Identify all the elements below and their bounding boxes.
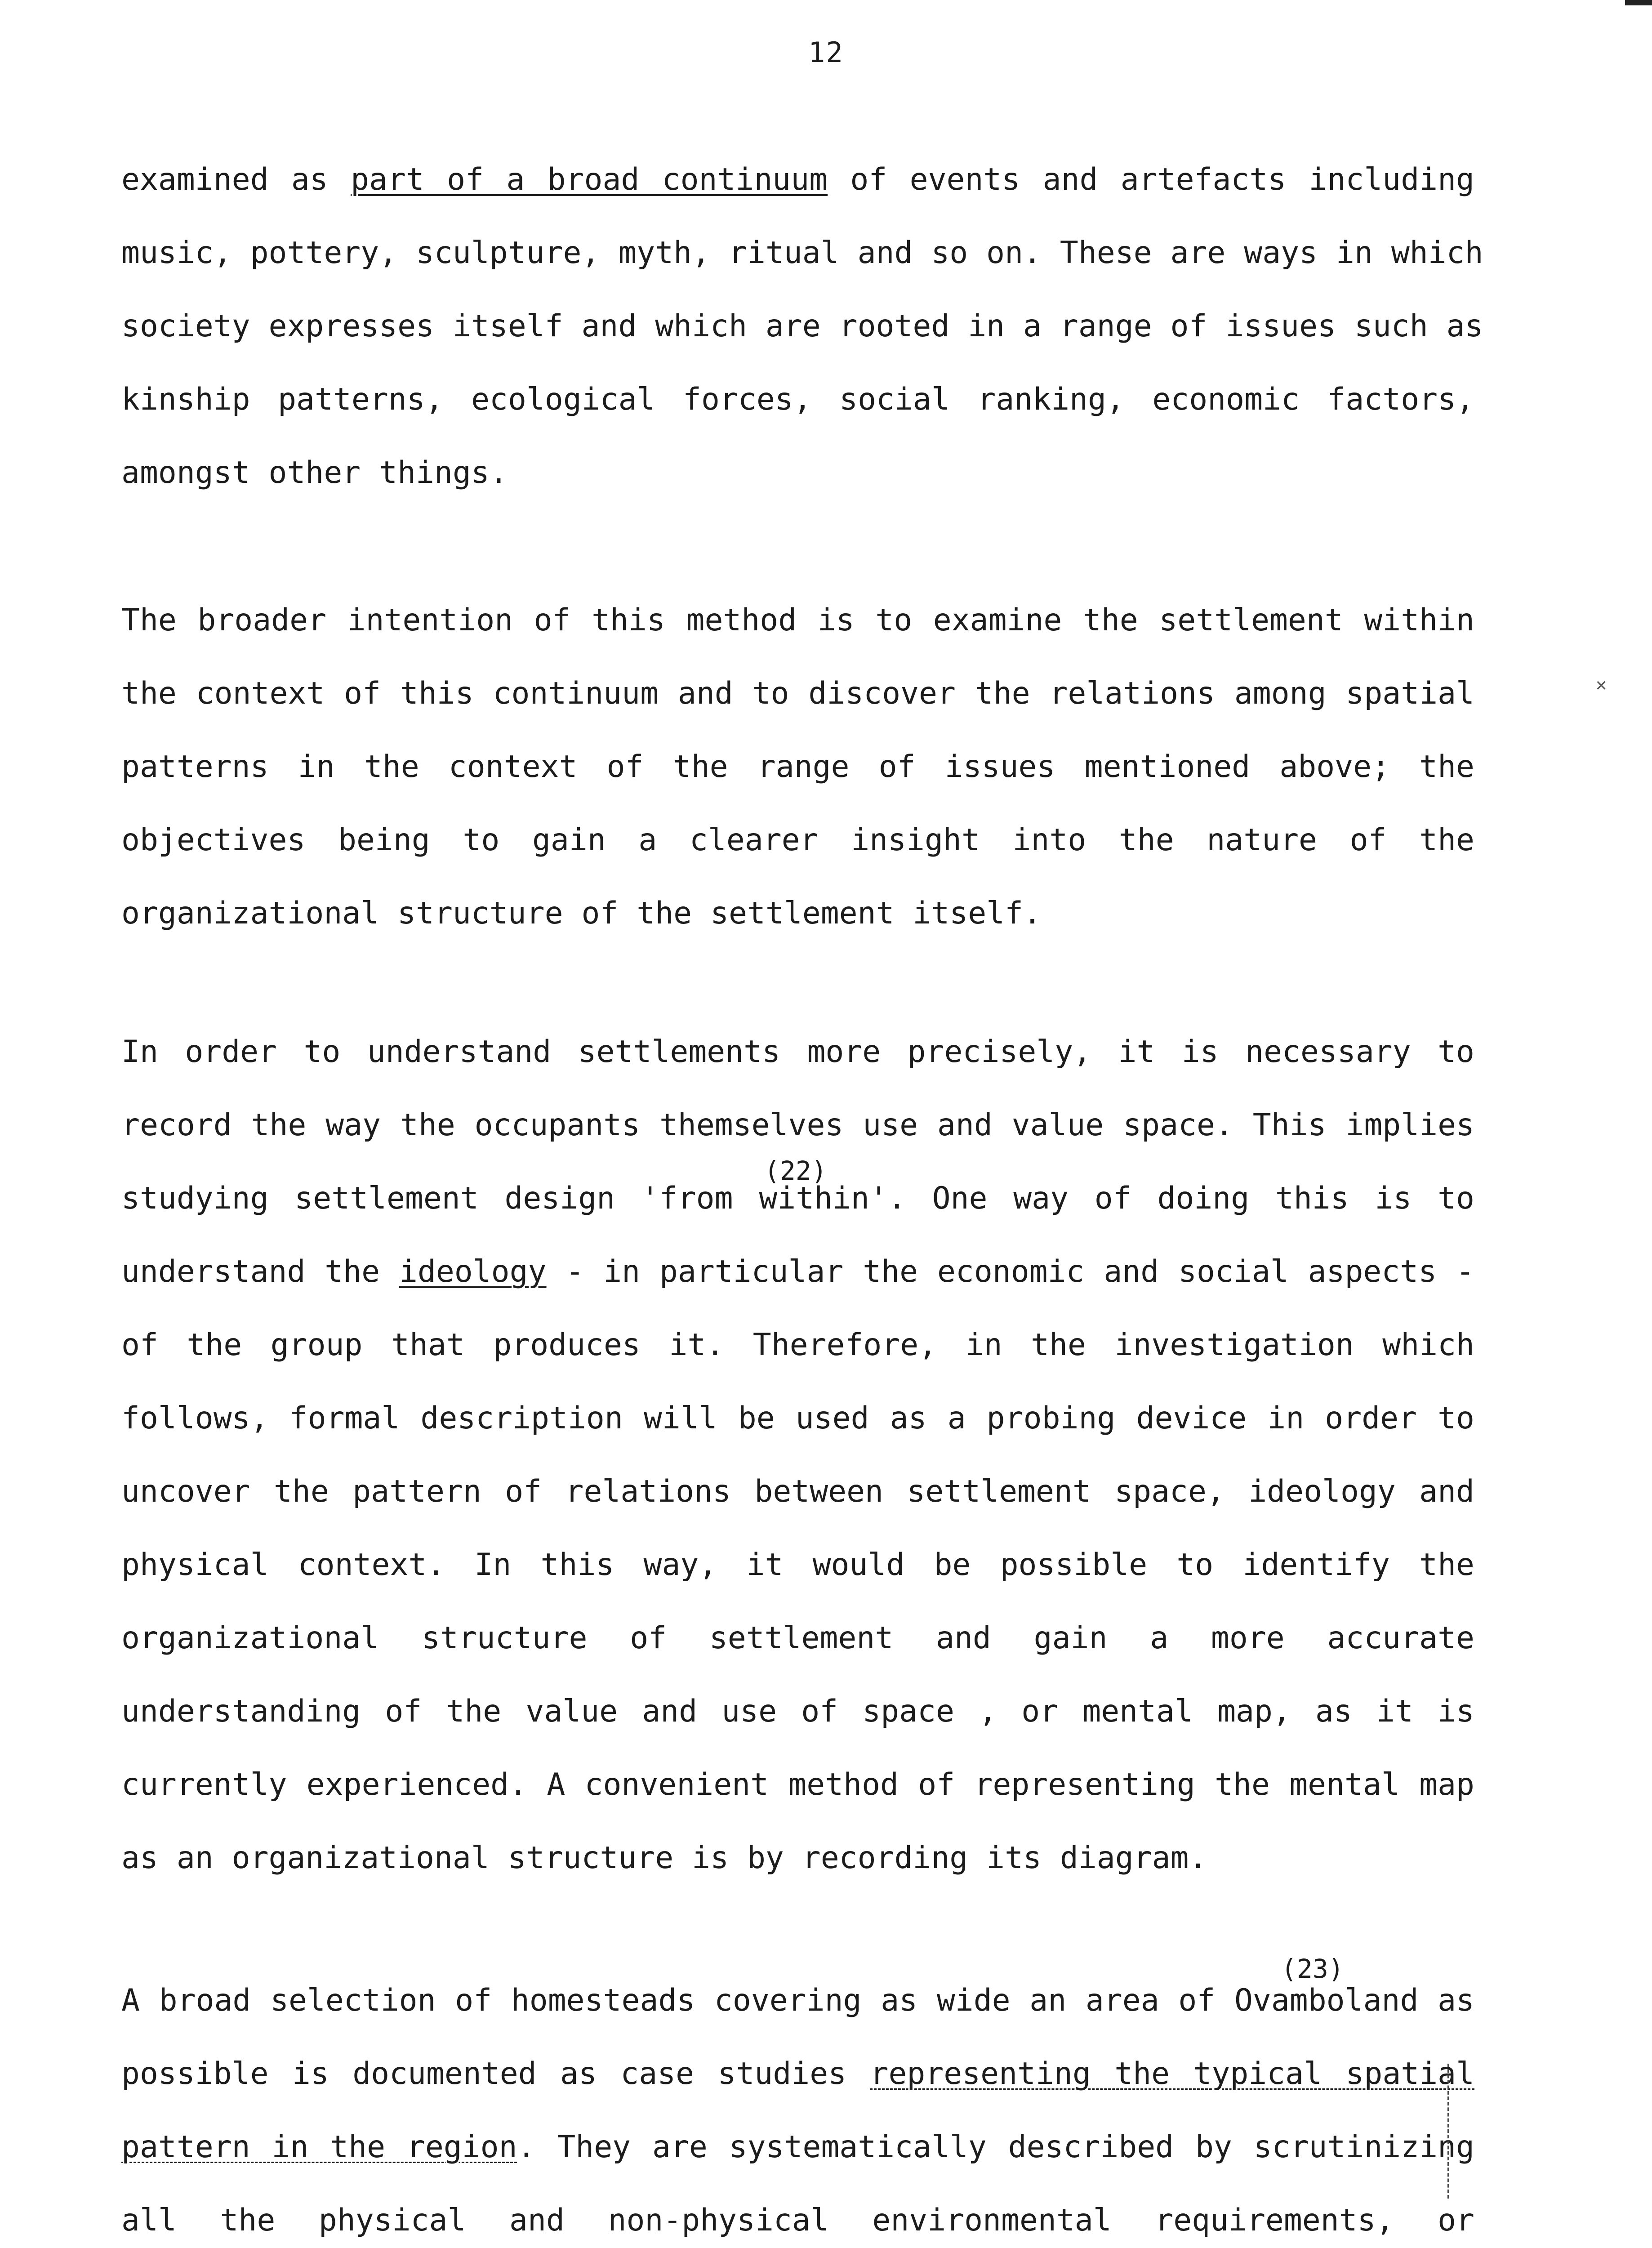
text-segment: music, pottery, sculpture, myth, ritual and so on. These are ways in which [121, 235, 1483, 271]
text-line [121, 598, 1474, 671]
text-segment: ideology [399, 1254, 547, 1289]
text-segment: organizational structure of the settlement itself. [121, 896, 1042, 931]
text-segment: . They are systematically described by scrutinizing [517, 2129, 1474, 2165]
text-line [121, 304, 1483, 377]
reference-22: (22) [764, 1155, 827, 1186]
text-line [121, 1323, 1474, 1396]
text-segment: of events and artefacts including [828, 162, 1474, 197]
text-line [121, 2198, 1474, 2248]
text-segment: pattern in the region [121, 2129, 517, 2165]
text-segment: The broader intention of this method is to examine the settlement within [121, 602, 1474, 638]
text-line [121, 157, 1474, 231]
text-line [121, 231, 1483, 304]
text-line [121, 2125, 1474, 2198]
text-segment: representing the typical spatial [870, 2056, 1475, 2092]
margin-bracket [1447, 2064, 1449, 2199]
text-line [121, 1030, 1474, 1103]
text-segment: physical context. In this way, it would be possible to identify the [121, 1547, 1474, 1583]
text-line [121, 1689, 1474, 1762]
text-segment: patterns in the context of the range of issues mentioned above; the [121, 749, 1474, 785]
text-line [121, 1616, 1474, 1689]
text-line [121, 2052, 1474, 2125]
text-segment: the context of this continuum and to discover the relations among spatial [121, 676, 1474, 711]
text-segment: society expresses itself and which are rooted in a range of issues such as [121, 308, 1483, 344]
text-segment: studying settlement design 'from within'. One way of doing this is to [121, 1181, 1474, 1216]
text-line [121, 1176, 1474, 1249]
text-segment: organizational structure of settlement and gain a more accurate [121, 1620, 1474, 1656]
text-line [121, 745, 1474, 818]
text-segment: kinship patterns, ecological forces, social ranking, economic factors, [121, 382, 1474, 417]
text-line [121, 450, 1474, 524]
text-segment: of the group that produces it. Therefore, in the investigation which [121, 1327, 1474, 1363]
text-line [121, 1543, 1474, 1616]
paragraph-1 [121, 157, 1483, 524]
text-line [121, 1396, 1474, 1469]
text-segment: as an organizational structure is by recording its diagram. [121, 1840, 1207, 1876]
text-segment: - in particular the economic and social aspects - [546, 1254, 1474, 1289]
text-segment: possible is documented as case studies [121, 2056, 870, 2092]
text-line [121, 1978, 1474, 2052]
page-number: 12 [808, 36, 844, 69]
text-segment: A broad selection of homesteads covering as wide an area of Ovamboland as [121, 1983, 1474, 2018]
text-segment: understand the [121, 1254, 399, 1289]
paragraph-2 [121, 598, 1474, 964]
text-line [121, 671, 1474, 745]
text-segment: currently experienced. A convenient method of representing the mental map [121, 1767, 1474, 1802]
text-line [121, 1762, 1474, 1836]
text-line [121, 1469, 1474, 1543]
paragraph-4 [121, 1978, 1474, 2248]
margin-mark: ✕ [1596, 674, 1607, 695]
text-segment: examined as [121, 162, 351, 197]
text-line [121, 377, 1474, 450]
top-edge-mark [1625, 0, 1652, 5]
text-line [121, 1836, 1474, 1909]
text-segment: amongst other things. [121, 455, 508, 491]
text-line [121, 891, 1474, 964]
text-segment: record the way the occupants themselves use and value space. This implies [121, 1107, 1474, 1143]
text-segment: all the physical and non-physical environmental requirements, or [121, 2203, 1474, 2238]
text-segment: uncover the pattern of relations between settlement space, ideology and [121, 1474, 1474, 1509]
text-segment: follows, formal description will be used as a probing device in order to [121, 1401, 1474, 1436]
text-line [121, 818, 1474, 891]
text-segment: In order to understand settlements more precisely, it is necessary to [121, 1034, 1474, 1070]
text-segment: part of a broad continuum [351, 162, 828, 197]
reference-23: (23) [1281, 1954, 1344, 1984]
text-segment: objectives being to gain a clearer insight into the nature of the [121, 822, 1474, 858]
text-segment: understanding of the value and use of space , or mental map, as it is [121, 1694, 1474, 1729]
text-line [121, 1249, 1474, 1323]
